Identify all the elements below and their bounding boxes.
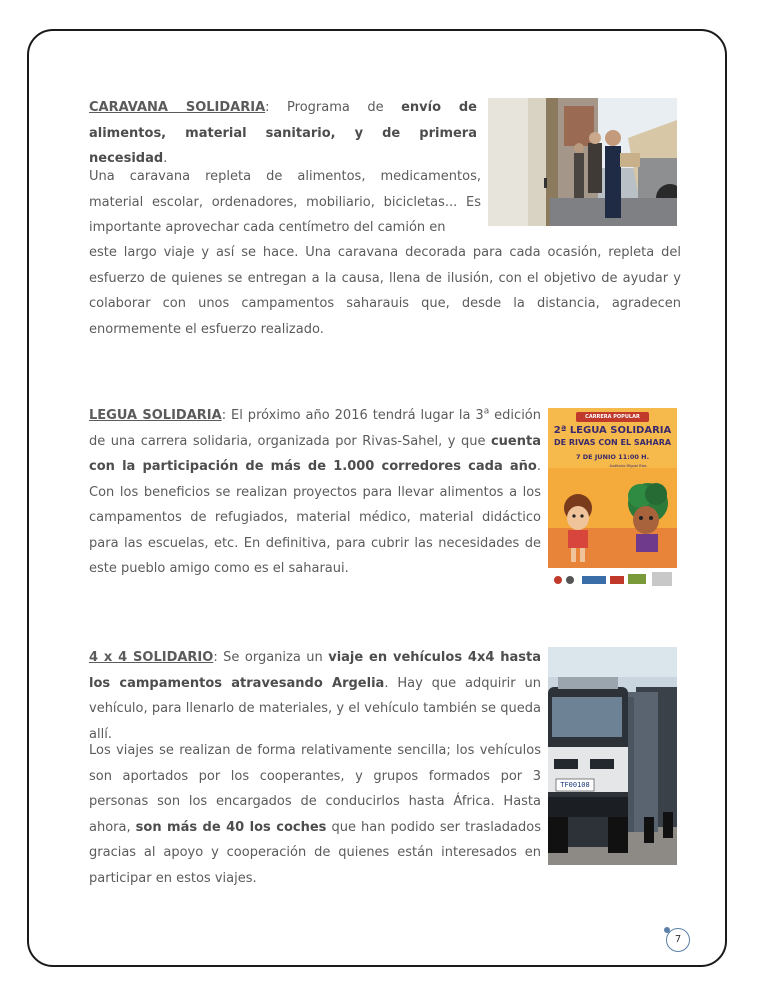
poster-banner: CARRERA POPULAR [585,414,640,420]
legua-heading: LEGUA SOLIDARIA [89,408,222,423]
caravana-intro: CARAVANA SOLIDARIA: Programa de envío de alimentos, material sanitario, y de primera necesidad. [89,100,477,166]
page-number-dot [664,927,670,933]
truck-loading-photo [488,98,677,226]
poster-date: 7 DE JUNIO 11:00 H. [575,453,650,461]
caravana-para-2: este largo viaje y así se hace. Una caravana decorada para cada ocasión, repleta del esfuerzo de quienes se entregan a la causa, llena de ilusión, con el objetivo de ayudar y colaborar con unos campamentos saharauis que, desde la distancia, agradecen enormemente el esfuerzo realizado. [89,245,681,337]
caravana-heading: CARAVANA SOLIDARIA [89,100,266,115]
4x4-intro: 4 x 4 SOLIDARIO: Se organiza un viaje en vehículos 4x4 hasta los campamentos atravesando Argelia. Hay que adquirir un vehículo, para llenarlo de materiales, y el vehículo también se queda allí. [89,650,541,742]
license-plate: TF00108 [560,781,590,789]
page-number: 7 [674,934,682,945]
poster-title-2: DE RIVAS CON EL SAHARA [553,438,672,447]
poster-title-1: 2ª LEGUA SOLIDARIA [553,425,672,436]
legua-text: LEGUA SOLIDARIA: El próximo año 2016 tendrá lugar la 3$^a$ edición de una carrera solidaria, organizada por Rivas-Sahel, y que cuenta con la participación de más de 1.000 corredores cada año. Con los beneficios se realizan proyectos para llevar alimentos a los campamentos de refugiados, material médico, material didáctico para las escuelas, etc. En definitiva, para cubrir las necesidades de este pueblo amigo como es el saharaui. [89,406,541,576]
4x4-heading: 4 x 4 SOLIDARIO [89,650,214,665]
caravana-para-1: Una caravana repleta de alimentos, medicamentos, material escolar, ordenadores, mobiliario, bicicletas... Es importante aprovechar cada centímetro del camión en [89,169,481,235]
page-number-badge [666,928,690,952]
4x4-para-2: Los viajes se realizan de forma relativamente sencilla; los vehículos son aportados por los cooperantes, y grupos formados por 3 personas son los encargados de conducirlos hasta África. Hasta ahora, son más de 40 los coches que han podido ser trasladados gracias al apoyo y cooperación de quienes están interesados en participar en estos viajes. [89,743,541,886]
poster-venue: Auditorio Miguel Ríos [609,464,647,468]
4x4-vehicles-photo [548,647,677,865]
legua-solidaria-poster [548,408,677,590]
